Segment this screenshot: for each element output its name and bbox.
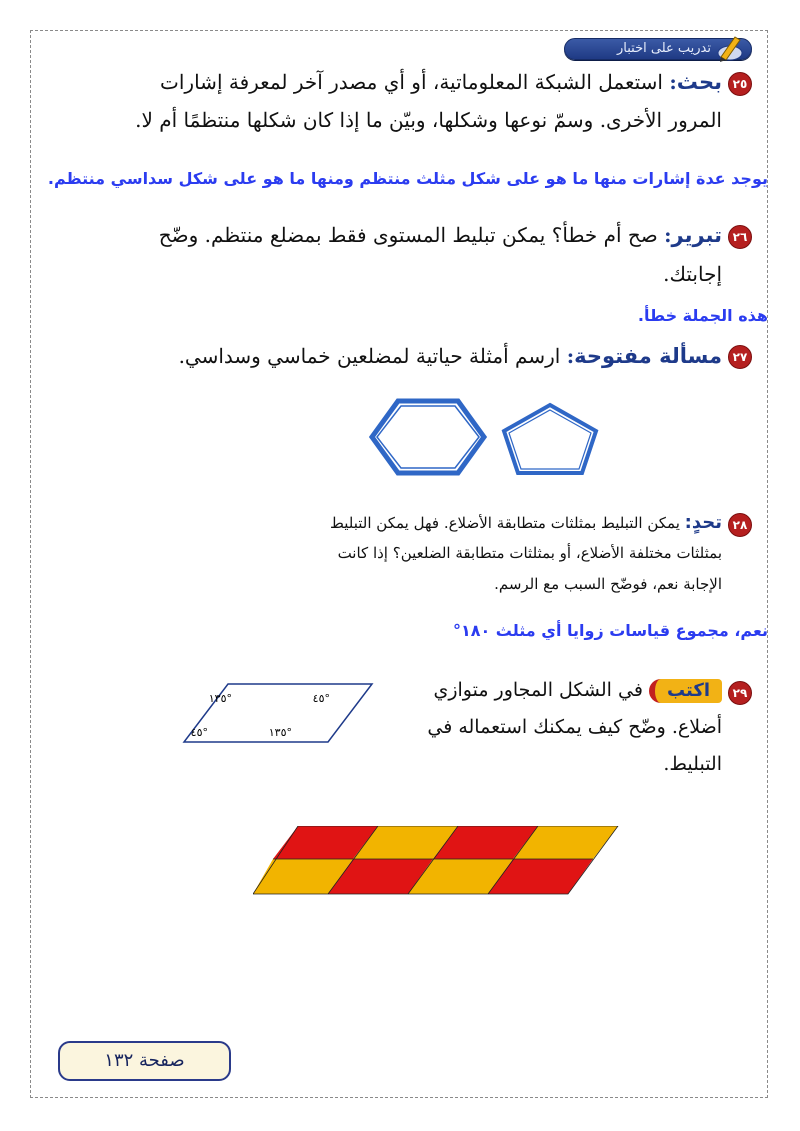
- angle-label-top-left: °١٣٥: [208, 692, 232, 705]
- question-28-line3: الإجابة نعم، فوضّح السبب مع الرسم.: [494, 575, 722, 593]
- question-25-line2: المرور الأخرى. وسمّ نوعها وشكلها، وبيّن ما إذا كان شكلها منتظمًا أم لا.: [135, 108, 722, 132]
- page-number-box: [58, 1041, 231, 1081]
- keyword-separator: :: [566, 344, 575, 368]
- question-25: [42, 63, 722, 101]
- test-practice-badge: [564, 38, 752, 60]
- question-29-line1: في الشكل المجاور متوازي: [433, 679, 649, 701]
- question-29: [392, 672, 722, 709]
- question-number-26: ٢٦: [728, 225, 752, 249]
- keyword-research: بحث: [676, 70, 722, 94]
- question-29-line3: التبليط.: [663, 753, 722, 775]
- question-28-line1: يمكن التبليط بمثلثات متطابقة الأضلاع. فهل يمكن التبليط: [330, 514, 685, 532]
- angle-label-bottom-left: °٤٥: [190, 726, 208, 739]
- badge-label: تدريب على اختبار: [617, 41, 711, 56]
- question-number-28: ٢٨: [728, 513, 752, 537]
- keyword-separator: :: [664, 223, 672, 247]
- answer-26: هذه الجملة خطأ.: [637, 306, 768, 325]
- keyword-separator: :: [684, 512, 692, 533]
- question-26: [62, 216, 722, 254]
- hexagon-inner-line: [377, 406, 479, 468]
- keyword-challenge: تحدٍ: [691, 512, 722, 533]
- angle-label-bottom-right: °١٣٥: [268, 726, 292, 739]
- answer-25: يوجد عدة إشارات منها ما هو على شكل مثلث منتظم ومنها ما هو على شكل سداسي منتظم.: [47, 169, 768, 188]
- question-26-line2: إجابتك.: [663, 262, 722, 286]
- question-number-27: ٢٧: [728, 345, 752, 369]
- question-28-line2: بمثلثات مختلفة الأضلاع، أو بمثلثات متطابقة الضلعين؟ إذا كانت: [337, 544, 722, 562]
- pentagon-inner-line: [509, 410, 591, 469]
- question-29-line2: أضلاع. وضّح كيف يمكنك استعماله في: [427, 716, 722, 738]
- pentagon-shape: [504, 405, 596, 473]
- question-27: [62, 337, 722, 375]
- question-28: [222, 507, 722, 539]
- answer-28: نعم، مجموع قياسات زوايا أي مثلث ١٨٠°: [452, 621, 768, 640]
- pencil-icon: [713, 33, 747, 63]
- question-number-25: ٢٥: [728, 72, 752, 96]
- parallelogram-figure: [180, 680, 380, 748]
- keyword-separator: :: [669, 70, 677, 94]
- question-26-line1: صح أم خطأ؟ يمكن تبليط المستوى فقط بمضلع منتظم. وضّح: [158, 223, 665, 247]
- keyword-reasoning: تبرير: [671, 223, 722, 247]
- keyword-write: اكتب: [649, 679, 722, 703]
- hexagon-shape: [372, 401, 484, 473]
- question-number-29: ٢٩: [728, 681, 752, 705]
- angle-label-top-right: °٤٥: [312, 692, 330, 705]
- keyword-open-problem: مسألة مفتوحة: [574, 344, 722, 368]
- polygon-examples: [360, 395, 610, 485]
- question-25-line1: استعمل الشبكة المعلوماتية، أو أي مصدر آخر لمعرفة إشارات: [160, 70, 670, 94]
- parallelogram-tiling: [253, 826, 619, 896]
- question-27-line1: ارسم أمثلة حياتية لمضلعين خماسي وسداسي.: [178, 344, 567, 368]
- page-number-label: صفحة ١٣٢: [104, 1050, 185, 1071]
